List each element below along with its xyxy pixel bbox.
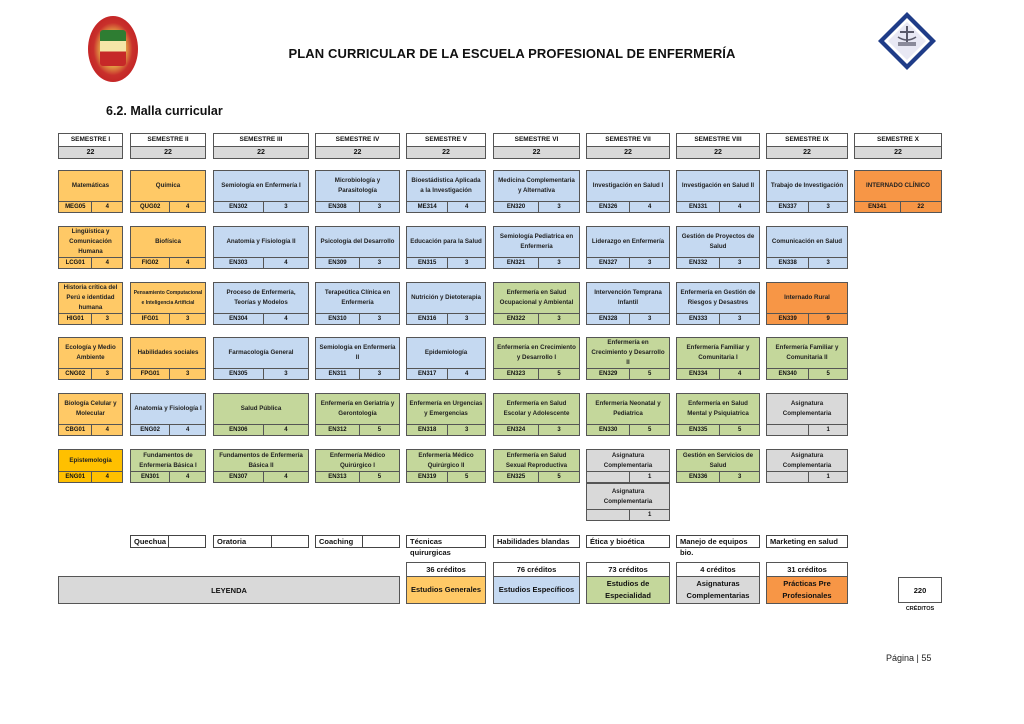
course-card[interactable]: Gestión en Servicios de Salud EN336 3 (676, 449, 760, 483)
course-card[interactable]: Fundamentos de Enfermería Básica II EN307 4 (213, 449, 309, 483)
course-card[interactable]: Biofísica FIG02 4 (130, 226, 206, 269)
elective-item: Oratoria (213, 535, 309, 548)
course-card[interactable]: Microbiología y Parasitología EN308 3 (315, 170, 400, 213)
course-card[interactable]: Pensamiento Computacional e Inteligencia Artificial IFG01 3 (130, 282, 206, 325)
legend-estudios-especificos: 76 créditos Estudios Específicos (493, 562, 580, 604)
legend-asignaturas-complementarias: 4 créditos Asignaturas Complementarias (676, 562, 760, 604)
legend-estudios-generales: 36 créditos Estudios Generales (406, 562, 486, 604)
elective-item: Marketing en salud (766, 535, 848, 548)
course-card[interactable]: Epistemología ENG01 4 (58, 449, 123, 483)
course-card[interactable]: Enfermería en Salud Mental y Psiquiatrica EN335 5 (676, 393, 760, 436)
semester-credits: 22 (407, 147, 485, 158)
course-card[interactable]: Bioestádistica Aplicada a la Investigación ME314 4 (406, 170, 486, 213)
course-card[interactable]: Enfermería Médico Quirúrgico II EN319 5 (406, 449, 486, 483)
semester-credits: 22 (494, 147, 579, 158)
elective-item: Quechua (130, 535, 206, 548)
total-credits: 220 (898, 577, 942, 603)
elective-item: Coaching (315, 535, 400, 548)
course-card[interactable]: Asignatura Complementaria 1 (586, 483, 670, 521)
course-card[interactable]: Enfermería Familiar y Comunitaria II EN340 5 (766, 337, 848, 380)
semester-name: SEMESTRE VIII (677, 134, 759, 147)
course-card[interactable]: Enfermería Familiar y Comunitaria I EN334 4 (676, 337, 760, 380)
course-card[interactable]: Semiología en Enfermería I EN302 3 (213, 170, 309, 213)
semester-credits: 22 (677, 147, 759, 158)
semester-header-1 (58, 133, 123, 159)
course-card[interactable]: Enfermería en Salud Sexual Reproductiva EN325 5 (493, 449, 580, 483)
elective-item: Ética y bioética (586, 535, 670, 548)
section-title: 6.2. Malla curricular (106, 104, 223, 118)
course-card[interactable]: Enfermería Neonatal y Pediatrica EN330 5 (586, 393, 670, 436)
course-card[interactable]: Investigación en Salud II EN331 4 (676, 170, 760, 213)
semester-name: SEMESTRE I (59, 134, 122, 147)
legend-title: LEYENDA (58, 576, 400, 604)
semester-name: SEMESTRE VI (494, 134, 579, 147)
course-card[interactable]: Psicología del Desarrollo EN309 3 (315, 226, 400, 269)
semester-name: SEMESTRE IV (316, 134, 399, 147)
course-card[interactable]: Educación para la Salud EN315 3 (406, 226, 486, 269)
legend-estudios-especialidad: 73 créditos Estudios de Especialidad (586, 562, 670, 604)
course-card[interactable]: Enfermería en Salud Escolar y Adolescente EN324 3 (493, 393, 580, 436)
course-card[interactable]: Matemáticas MEG05 4 (58, 170, 123, 213)
semester-credits: 22 (59, 147, 122, 158)
course-card[interactable]: Semiología Pediatrica en Enfermería EN321 3 (493, 226, 580, 269)
course-card[interactable]: Enfermería en Geriatría y Gerontología EN312 5 (315, 393, 400, 436)
semester-credits: 22 (316, 147, 399, 158)
semester-header-6 (493, 133, 580, 159)
course-card[interactable]: Anatomía y Fisiología II EN303 4 (213, 226, 309, 269)
nursing-school-emblem-icon (876, 10, 938, 72)
semester-name: SEMESTRE IX (767, 134, 847, 147)
course-card[interactable]: Enfermería en Salud Ocupacional y Ambiental EN322 3 (493, 282, 580, 325)
semester-header-5 (406, 133, 486, 159)
course-card[interactable]: Lingüística y Comunicación Humana LCG01 4 (58, 226, 123, 269)
semester-name: SEMESTRE X (855, 134, 941, 147)
elective-item: Técnicas quirurgicas (406, 535, 486, 548)
course-card[interactable]: Enfermería en Urgencias y Emergencias EN318 3 (406, 393, 486, 436)
course-card[interactable]: Farmacología General EN305 3 (213, 337, 309, 380)
semester-name: SEMESTRE V (407, 134, 485, 147)
semester-header-10 (854, 133, 942, 159)
semester-header-3 (213, 133, 309, 159)
course-card[interactable]: Liderazgo en Enfermería EN327 3 (586, 226, 670, 269)
semester-credits: 22 (131, 147, 205, 158)
course-card[interactable]: Comunicación en Salud EN338 3 (766, 226, 848, 269)
document-title: PLAN CURRICULAR DE LA ESCUELA PROFESIONAL DE ENFERMERÍA (288, 46, 736, 61)
course-card[interactable]: Habilidades sociales FPG01 3 (130, 337, 206, 380)
course-card[interactable]: Química QUG02 4 (130, 170, 206, 213)
semester-credits: 22 (587, 147, 669, 158)
course-card[interactable]: Enfermería Médico Quirúrgico I EN313 5 (315, 449, 400, 483)
course-card[interactable]: Ecología y Medio Ambiente CNG02 3 (58, 337, 123, 380)
semester-name: SEMESTRE III (214, 134, 308, 147)
course-card[interactable]: Investigación en Salud I EN326 4 (586, 170, 670, 213)
course-card[interactable]: Salud Pública EN306 4 (213, 393, 309, 436)
course-card[interactable]: Gestión de Proyectos de Salud EN332 3 (676, 226, 760, 269)
course-card[interactable]: Nutrición y Dietoterapia EN316 3 (406, 282, 486, 325)
course-card[interactable]: Proceso de Enfermería, Teorías y Modelos EN304 4 (213, 282, 309, 325)
semester-header-2 (130, 133, 206, 159)
course-card[interactable]: Medicina Complementaria y Alternativa EN320 3 (493, 170, 580, 213)
semester-credits: 22 (767, 147, 847, 158)
course-card[interactable]: Enfermería en Gestión de Riesgos y Desastres EN333 3 (676, 282, 760, 325)
elective-item: Habilidades blandas (493, 535, 580, 548)
course-card[interactable]: Biología Celular y Molecular CBG01 4 (58, 393, 123, 436)
course-card[interactable]: Internado Rural EN339 9 (766, 282, 848, 325)
semester-header-4 (315, 133, 400, 159)
semester-header-8 (676, 133, 760, 159)
semester-credits: 22 (214, 147, 308, 158)
course-card[interactable]: Asignatura Complementaria 1 (766, 449, 848, 483)
course-card[interactable]: Enfermería en Crecimiento y Desarrollo I EN323 5 (493, 337, 580, 380)
course-card[interactable]: Intervención Temprana Infantil EN328 3 (586, 282, 670, 325)
course-card[interactable]: Asignatura Complementaria 1 (766, 393, 848, 436)
course-card[interactable]: Semiología en Enfermería II EN311 3 (315, 337, 400, 380)
semester-name: SEMESTRE II (131, 134, 205, 147)
course-card[interactable]: Anatomía y Fisiología I ENG02 4 (130, 393, 206, 436)
legend-practicas-pre-profesionales: 31 créditos Prácticas Pre Profesionales (766, 562, 848, 604)
semester-credits: 22 (855, 147, 941, 158)
semester-name: SEMESTRE VII (587, 134, 669, 147)
semester-header-7 (586, 133, 670, 159)
course-card[interactable]: Fundamentos de Enfermería Básica I EN301 4 (130, 449, 206, 483)
course-card[interactable]: Trabajo de Investigación EN337 3 (766, 170, 848, 213)
course-card[interactable]: Epidemiología EN317 4 (406, 337, 486, 380)
course-card[interactable]: Historia crítica del Perú e identidad humana HIG01 3 (58, 282, 123, 325)
course-card[interactable]: Enfermería en Crecimiento y Desarrollo II EN329 5 (586, 337, 670, 380)
page-number: Página | 55 (886, 653, 932, 663)
semester-header-9 (766, 133, 848, 159)
total-credits-label: CRÉDITOS (905, 606, 935, 612)
course-card[interactable]: Terapeútica Clínica en Enfermería EN310 3 (315, 282, 400, 325)
course-card[interactable]: INTERNADO CLÍNICO EN341 22 (854, 170, 942, 213)
course-card[interactable]: Asignatura Complementaria 1 (586, 449, 670, 483)
elective-item: Manejo de equipos bio. (676, 535, 760, 548)
